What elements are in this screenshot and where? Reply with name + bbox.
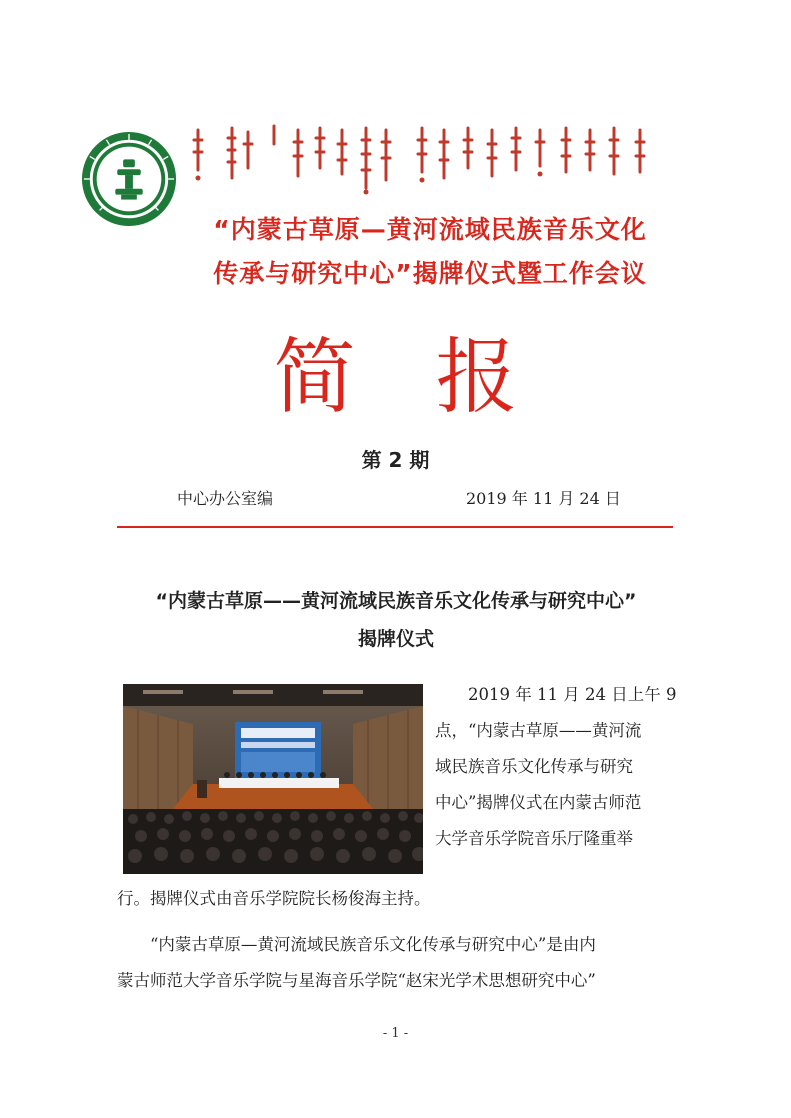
paragraph-2-line: 蒙古师范大学音乐学院与星海音乐学院“赵宋光学术思想研究中心”: [117, 971, 596, 990]
masthead-char-1: 简: [273, 330, 356, 425]
masthead-title: [0, 312, 791, 429]
article-title-line1: “内蒙古草原——黄河流域民族音乐文化传承与研究中心”: [155, 590, 637, 612]
article-title-line2: 揭牌仪式: [357, 628, 434, 650]
ceremony-photo: [123, 684, 423, 874]
issue-number: 第 2 期: [361, 448, 430, 472]
editor-line: 中心办公室编: [177, 489, 274, 508]
paragraph-1-line: 点，“内蒙古草原——黄河流: [435, 721, 642, 740]
page-number: - 1 -: [382, 1026, 409, 1041]
paragraph-1-line: 域民族音乐文化传承与研究: [435, 757, 633, 776]
issue-date: 2019 年 11 月 24 日: [466, 489, 621, 508]
paragraph-1: [435, 677, 675, 857]
header-title-line2: 传承与研究中心”揭牌仪式暨工作会议: [213, 259, 647, 288]
header-divider: [117, 526, 673, 528]
paragraph-2: [117, 927, 677, 999]
header-title-line1: “内蒙古草原—黄河流域民族音乐文化: [213, 215, 647, 244]
paragraph-1-line: 2019 年 11 月 24 日上午 9: [468, 685, 677, 704]
paragraph-1-continued: 行。揭牌仪式由音乐学院院长杨俊海主持。: [117, 889, 431, 908]
masthead-char-2: 报: [435, 330, 518, 425]
paragraph-1-line: 中心”揭牌仪式在内蒙古师范: [435, 793, 642, 812]
mongolian-script-header: [186, 122, 666, 200]
paragraph-2-line: “内蒙古草原—黄河流域民族音乐文化传承与研究中心”是由内: [150, 935, 596, 954]
paragraph-1-line: 大学音乐学院音乐厅隆重举: [435, 829, 633, 848]
